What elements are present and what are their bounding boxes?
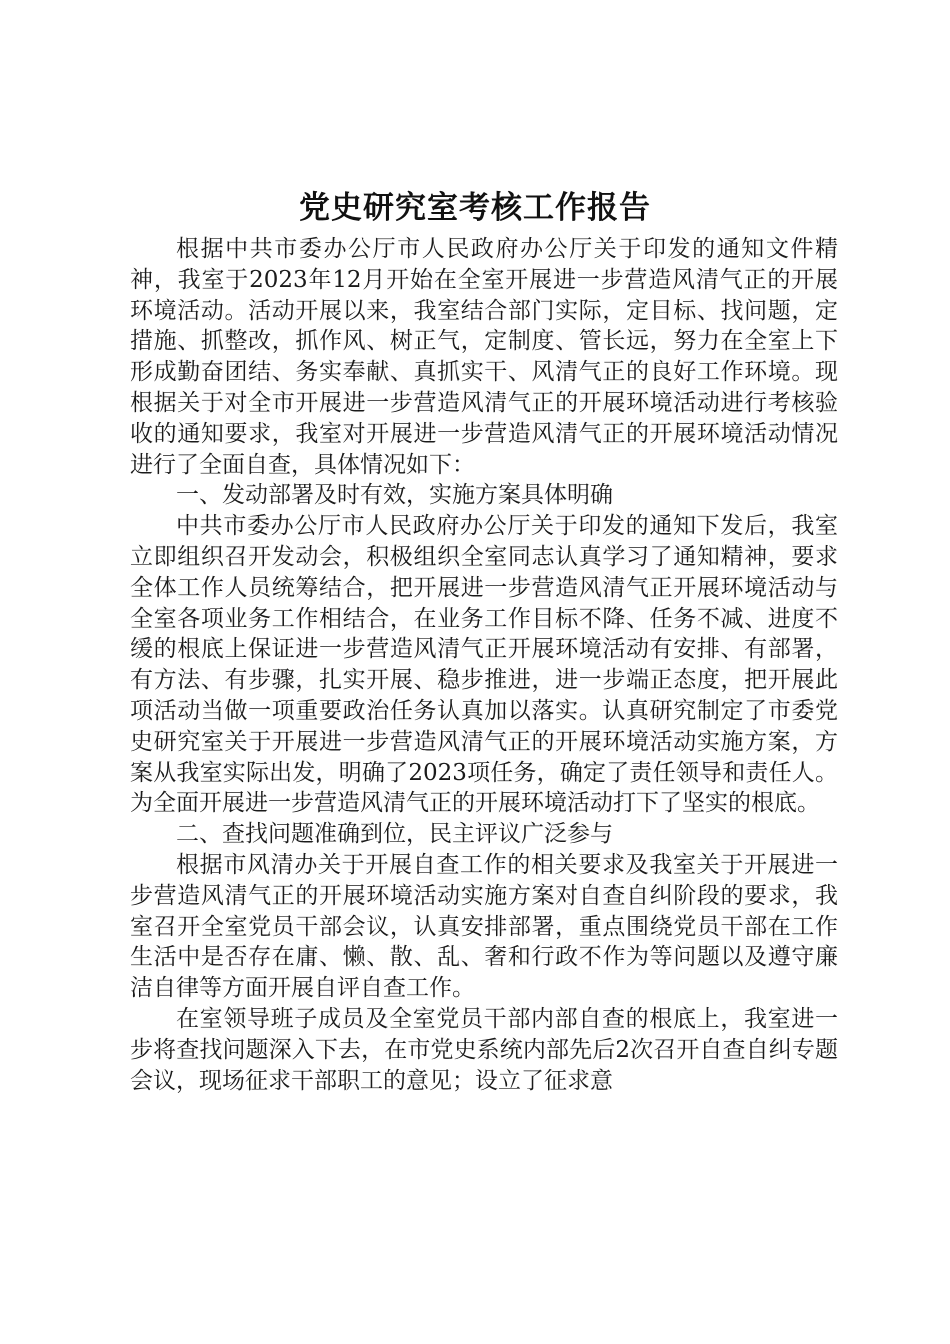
paragraph-section-2a: 根据市风清办关于开展自查工作的相关要求及我室关于开展进一步营造风清气正的开展环境活动实施方案对自查自纠阶段的要求，我室召开全室党员干部会议，认真安排部署，重点围绕党员干部在工作生活中是否存在庸、懒、散、乱、奢和行政不作为等问题以及遵守廉洁自律等方面开展自评自查工作。 (130, 851, 838, 1002)
document-body (130, 234, 838, 1096)
section-heading-1: 一、发动部署及时有效，实施方案具体明确 (176, 482, 613, 509)
section-heading-2: 二、查找问题准确到位，民主评议广泛参与 (176, 821, 613, 848)
paragraph-intro: 根据中共市委办公厅市人民政府办公厅关于印发的通知文件精神，我室于2023年12月开始在全室开展进一步营造风清气正的开展环境活动。活动开展以来，我室结合部门实际，定目标、找问题，定措施、抓整改，抓作风、树正气，定制度、管长远，努力在全室上下形成勤奋团结、务实奉献、真抓实干、风清气正的良好工作环境。现根据关于对全市开展进一步营造风清气正的开展环境活动进行考核验收的通知要求，我室对开展进一步营造风清气正的开展环境活动情况进行了全面自查，具体情况如下： (130, 236, 838, 478)
document-title: 党史研究室考核工作报告 (299, 190, 651, 226)
paragraph-section-2b: 在室领导班子成员及全室党员干部内部自查的根底上，我室进一步将查找问题深入下去，在市党史系统内部先后2次召开自查自纠专题会议，现场征求干部职工的意见；设立了征求意 (130, 1005, 838, 1094)
paragraph-section-1: 中共市委办公厅市人民政府办公厅关于印发的通知下发后，我室立即组织召开发动会，积极组织全室同志认真学习了通知精神，要求全体工作人员统筹结合，把开展进一步营造风清气正开展环境活动与全室各项业务工作相结合，在业务工作目标不降、任务不减、进度不缓的根底上保证进一步营造风清气正开展环境活动有安排、有部署，有方法、有步骤，扎实开展、稳步推进，进一步端正态度，把开展此项活动当做一项重要政治任务认真加以落实。认真研究制定了市委党史研究室关于开展进一步营造风清气正的开展环境活动实施方案，方案从我室实际出发，明确了2023项任务，确定了责任领导和责任人。为全面开展进一步营造风清气正的开展环境活动打下了坚实的根底。 (130, 513, 838, 817)
